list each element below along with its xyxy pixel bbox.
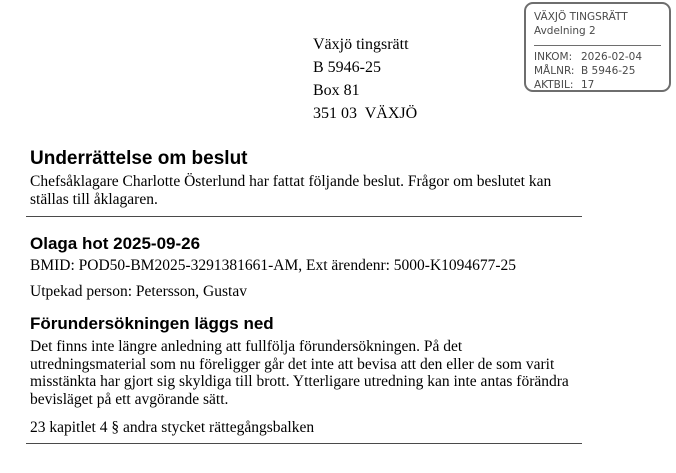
address-line-postal-city: 351 03 VÄXJÖ [313,105,418,122]
stamp-row-aktbil [534,78,661,92]
case-reference: BMID: POD50-BM2025-3291381661-AM, Ext ärendenr: 5000-K1094677-25 [30,257,517,274]
court-registry-stamp [524,2,671,92]
stamp-label-malnr: MÅLNR: [534,65,575,77]
stamp-value-inkom: 2026-02-04 [581,51,643,63]
address-line-court: Växjö tingsrätt [313,36,409,53]
stamp-value-malnr: B 5946-25 [581,65,636,77]
stamp-row-malnr [534,64,661,78]
notice-title: Underrättelse om beslut [30,148,248,169]
stamp-court-name: VÄXJÖ TINGSRÄTT [534,11,628,23]
section-divider-top [26,216,582,217]
designated-person: Utpekad person: Petersson, Gustav [30,283,247,300]
decision-body: Det finns inte längre anledning att fullfölja förundersökningen. På det utredningsmaterial som nu föreligger går det inte att bevisa att den eller de som varit misstänkta har gjort sig skyldiga till brott. Ytterligare utredning kan inte antas förändra bevisläget på ett avgörande sätt. [30,338,569,408]
case-heading: Olaga hot 2025-09-26 [30,234,201,253]
section-divider-bottom [26,443,582,444]
stamp-value-aktbil: 17 [581,79,595,91]
notice-intro: Chefsåklagare Charlotte Österlund har fattat följande beslut. Frågor om beslutet kan ställas till åklagaren. [30,173,552,208]
address-line-case-number: B 5946-25 [313,59,381,76]
recipient-address [313,33,417,125]
stamp-row-inkom [534,50,661,64]
address-line-box: Box 81 [313,82,360,99]
stamp-division: Avdelning 2 [534,25,596,37]
law-reference: 23 kapitlet 4 § andra stycket rättegångsbalken [30,419,315,436]
stamp-label-inkom: INKOM: [534,51,573,63]
stamp-label-aktbil: AKTBIL: [534,79,574,91]
decision-heading: Förundersökningen läggs ned [30,314,274,333]
stamp-divider [534,45,661,46]
